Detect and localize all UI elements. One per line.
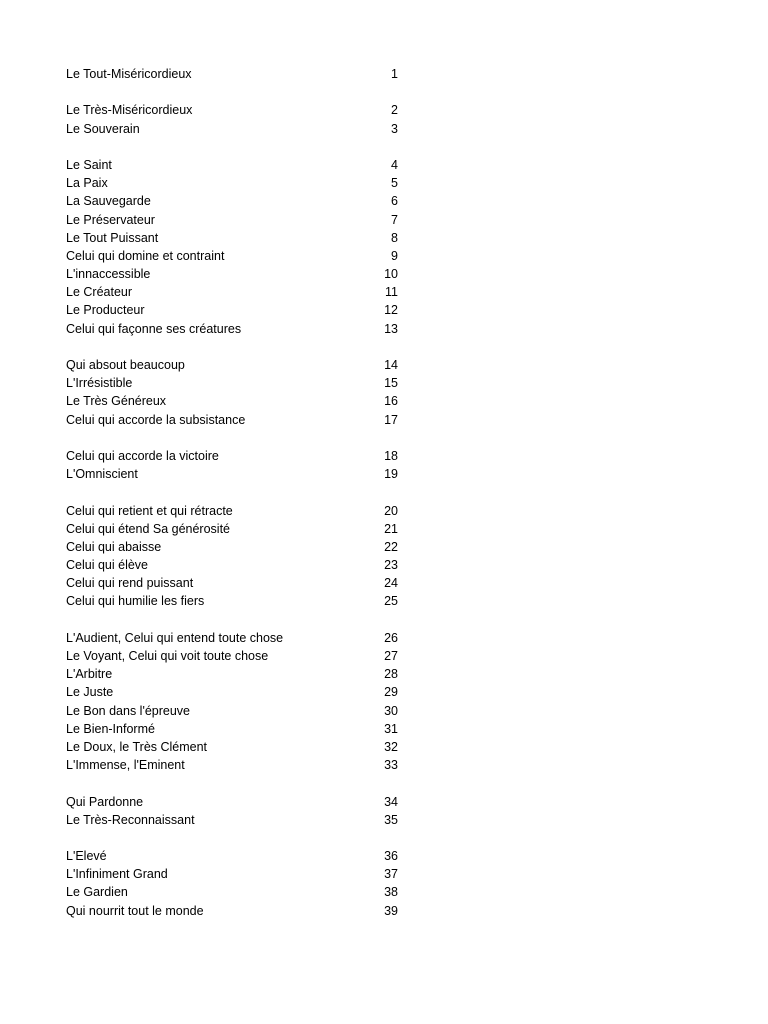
list-item [66,756,398,774]
item-name: Celui qui retient et qui rétracte [66,503,233,518]
item-name: L'innaccessible [66,267,151,282]
blank-row [66,138,398,156]
item-name: Le Bien-Informé [66,721,155,736]
item-name: Celui qui élève [66,558,148,573]
item-name: Le Voyant, Celui qui voit toute chose [66,649,269,663]
item-number: 2 [391,103,398,118]
item-number: 34 [384,794,398,809]
list-item [66,847,398,865]
item-name: L'Arbitre [66,667,113,682]
item-number: 26 [384,630,398,645]
item-name: Celui qui accorde la victoire [66,448,219,463]
item-number: 1 [391,67,398,81]
item-number: 4 [391,157,398,172]
item-number: 3 [391,121,398,136]
item-name: L'Omniscient [66,467,138,482]
item-number: 20 [384,503,398,518]
item-name: La Paix [66,176,108,191]
item-name: Celui qui humilie les fiers [66,594,205,609]
list-item [66,465,398,483]
blank-row [66,611,398,629]
item-name: L'Irrésistible [66,376,133,391]
list-item [66,320,398,338]
item-number: 35 [384,812,398,827]
item-name: L'Audient, Celui qui entend toute chose [66,630,284,645]
list-item [66,665,398,683]
item-number: 13 [384,321,398,336]
item-name: Le Préservateur [66,212,155,227]
list-item [66,283,398,301]
item-name: Le Doux, le Très Clément [66,739,208,754]
item-name: La Sauvegarde [66,194,151,209]
list-item [66,120,398,138]
item-name: Le Très Généreux [66,394,167,409]
item-number: 12 [384,303,398,318]
item-number: 36 [384,849,398,864]
item-number: 24 [384,576,398,591]
item-name: Celui qui domine et contraint [66,248,225,263]
list-item [66,902,398,920]
list-item [66,720,398,738]
item-name: Qui nourrit tout le monde [66,903,204,918]
item-number: 17 [384,412,398,427]
blank-row [66,483,398,501]
list-item [66,811,398,829]
blank-row [66,429,398,447]
item-number: 39 [384,903,398,918]
item-number: 31 [384,721,398,736]
list-item [66,447,398,465]
item-name: Le Saint [66,157,112,172]
blank-row [66,338,398,356]
item-number: 23 [384,558,398,573]
item-number: 18 [384,448,398,463]
item-name: Le Juste [66,685,114,700]
item-number: 11 [385,285,398,300]
item-name: Qui absout beaucoup [66,358,185,372]
list-item [66,629,398,647]
item-name: L'Elevé [66,849,107,864]
item-number: 25 [384,594,398,609]
item-number: 10 [384,267,398,282]
item-number: 15 [384,376,398,391]
list-item [66,211,398,229]
list-item [66,174,398,192]
list-item [66,574,398,592]
item-number: 32 [384,739,398,754]
list-item [66,647,398,665]
list-item [66,247,398,265]
blank-row [66,83,398,101]
item-name: L'Infiniment Grand [66,867,168,882]
item-number: 22 [384,539,398,554]
list-item [66,556,398,574]
list-item [66,65,398,83]
item-number: 29 [384,685,398,700]
item-number: 27 [384,649,398,663]
list-item [66,411,398,429]
item-name: Le Souverain [66,121,140,136]
list-item [66,101,398,119]
item-name: Celui qui accorde la subsistance [66,412,246,427]
list-item [66,374,398,392]
item-name: Celui qui abaisse [66,539,162,554]
item-name: Celui qui rend puissant [66,576,194,591]
item-number: 8 [391,230,398,245]
list-item [66,738,398,756]
item-name: Le Créateur [66,285,133,300]
item-name: L'Immense, l'Eminent [66,758,185,773]
item-number: 7 [391,212,398,227]
list-item [66,229,398,247]
item-name: Le Producteur [66,303,145,318]
item-name: Qui Pardonne [66,794,144,809]
list-item [66,520,398,538]
item-name: Le Gardien [66,885,128,900]
names-list [66,65,398,920]
item-number: 21 [384,521,398,536]
list-item [66,793,398,811]
item-number: 19 [384,467,398,482]
item-number: 33 [384,758,398,773]
list-item [66,592,398,610]
list-item [66,538,398,556]
item-number: 37 [384,867,398,882]
list-item [66,356,398,374]
item-number: 5 [391,176,398,191]
list-item [66,865,398,883]
item-number: 6 [391,194,398,209]
item-number: 38 [384,885,398,900]
item-name: Le Tout-Miséricordieux [66,67,192,81]
list-item [66,683,398,701]
item-name: Le Bon dans l'épreuve [66,703,191,718]
item-number: 16 [384,394,398,409]
list-item [66,883,398,901]
item-name: Le Tout Puissant [66,230,159,245]
item-name: Le Très-Reconnaissant [66,812,195,827]
list-item [66,301,398,319]
list-item [66,392,398,410]
list-item [66,702,398,720]
item-number: 9 [391,248,398,263]
item-name: Celui qui étend Sa générosité [66,521,231,536]
item-number: 28 [384,667,398,682]
blank-row [66,829,398,847]
item-number: 30 [384,703,398,718]
item-number: 14 [384,358,398,372]
item-name: Celui qui façonne ses créatures [66,321,242,336]
item-name: Le Très-Miséricordieux [66,103,193,118]
blank-row [66,774,398,792]
list-item [66,502,398,520]
list-item [66,192,398,210]
list-item [66,156,398,174]
list-item [66,265,398,283]
